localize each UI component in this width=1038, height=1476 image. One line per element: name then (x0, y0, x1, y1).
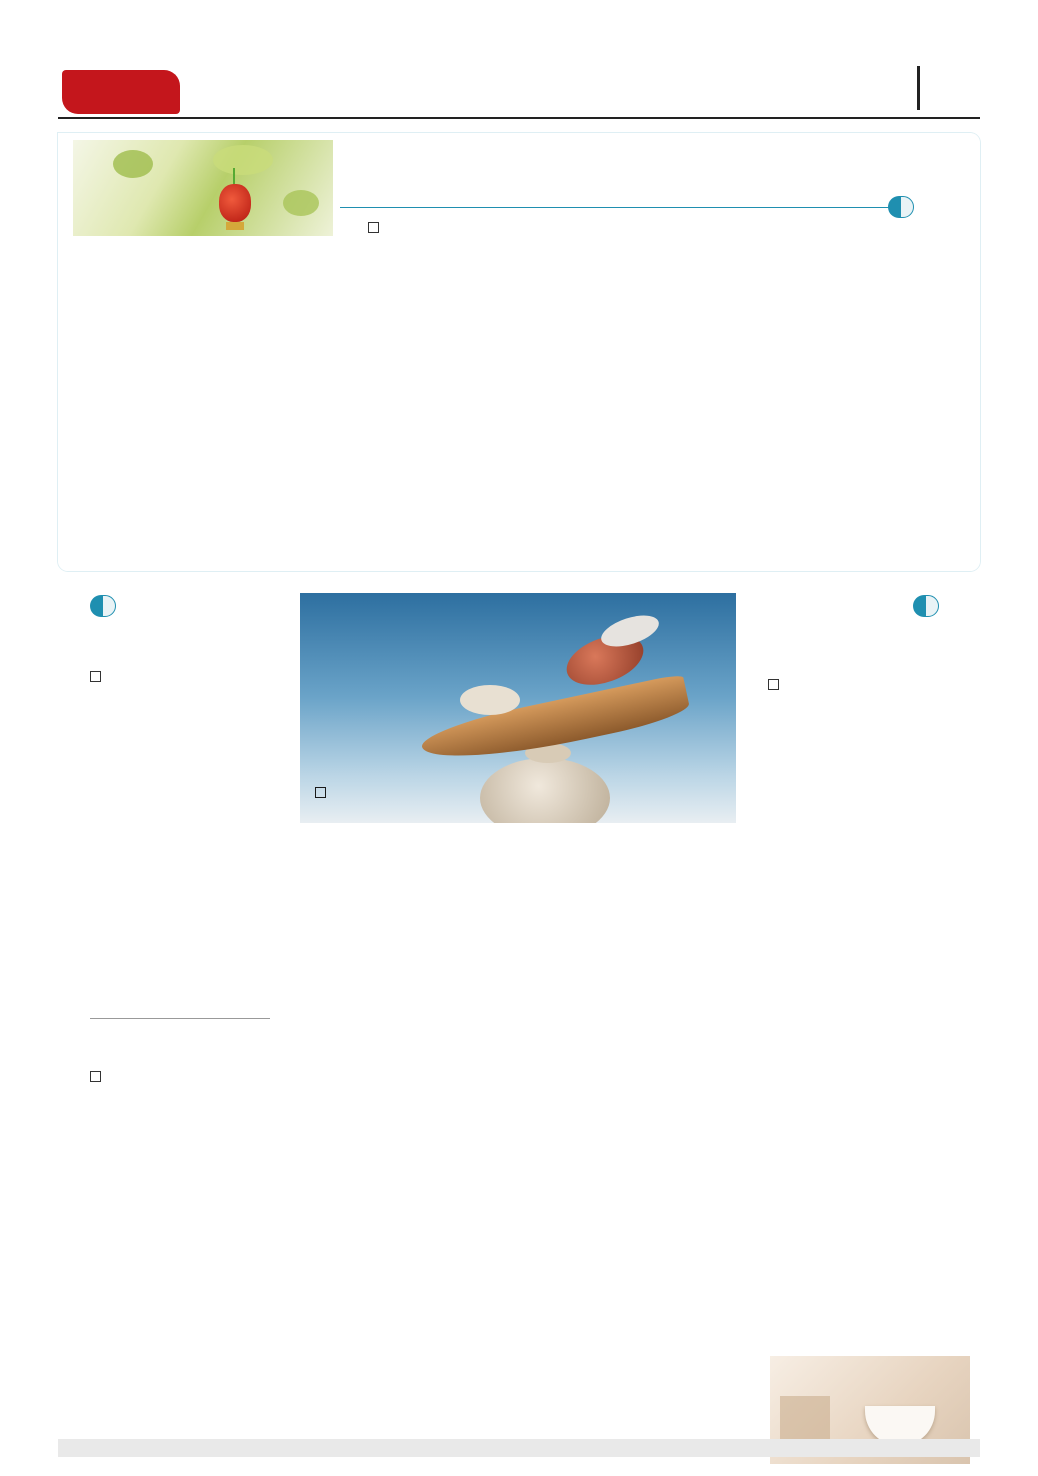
lantern-image (73, 140, 333, 236)
email-bar (58, 1439, 980, 1457)
stones-image (300, 593, 736, 823)
tag-drops (90, 595, 116, 617)
tag-garden (913, 595, 939, 617)
left-divider (90, 1018, 270, 1019)
tag-life (888, 196, 914, 218)
header-rule (58, 117, 980, 119)
right-author (768, 678, 785, 692)
masthead-logo (62, 70, 180, 114)
lead-title-rule (340, 207, 890, 208)
left1-author (90, 670, 107, 684)
left2-author (90, 1070, 107, 1084)
page-divider (917, 66, 920, 110)
lead-author (368, 221, 385, 235)
mid-author (315, 786, 332, 800)
